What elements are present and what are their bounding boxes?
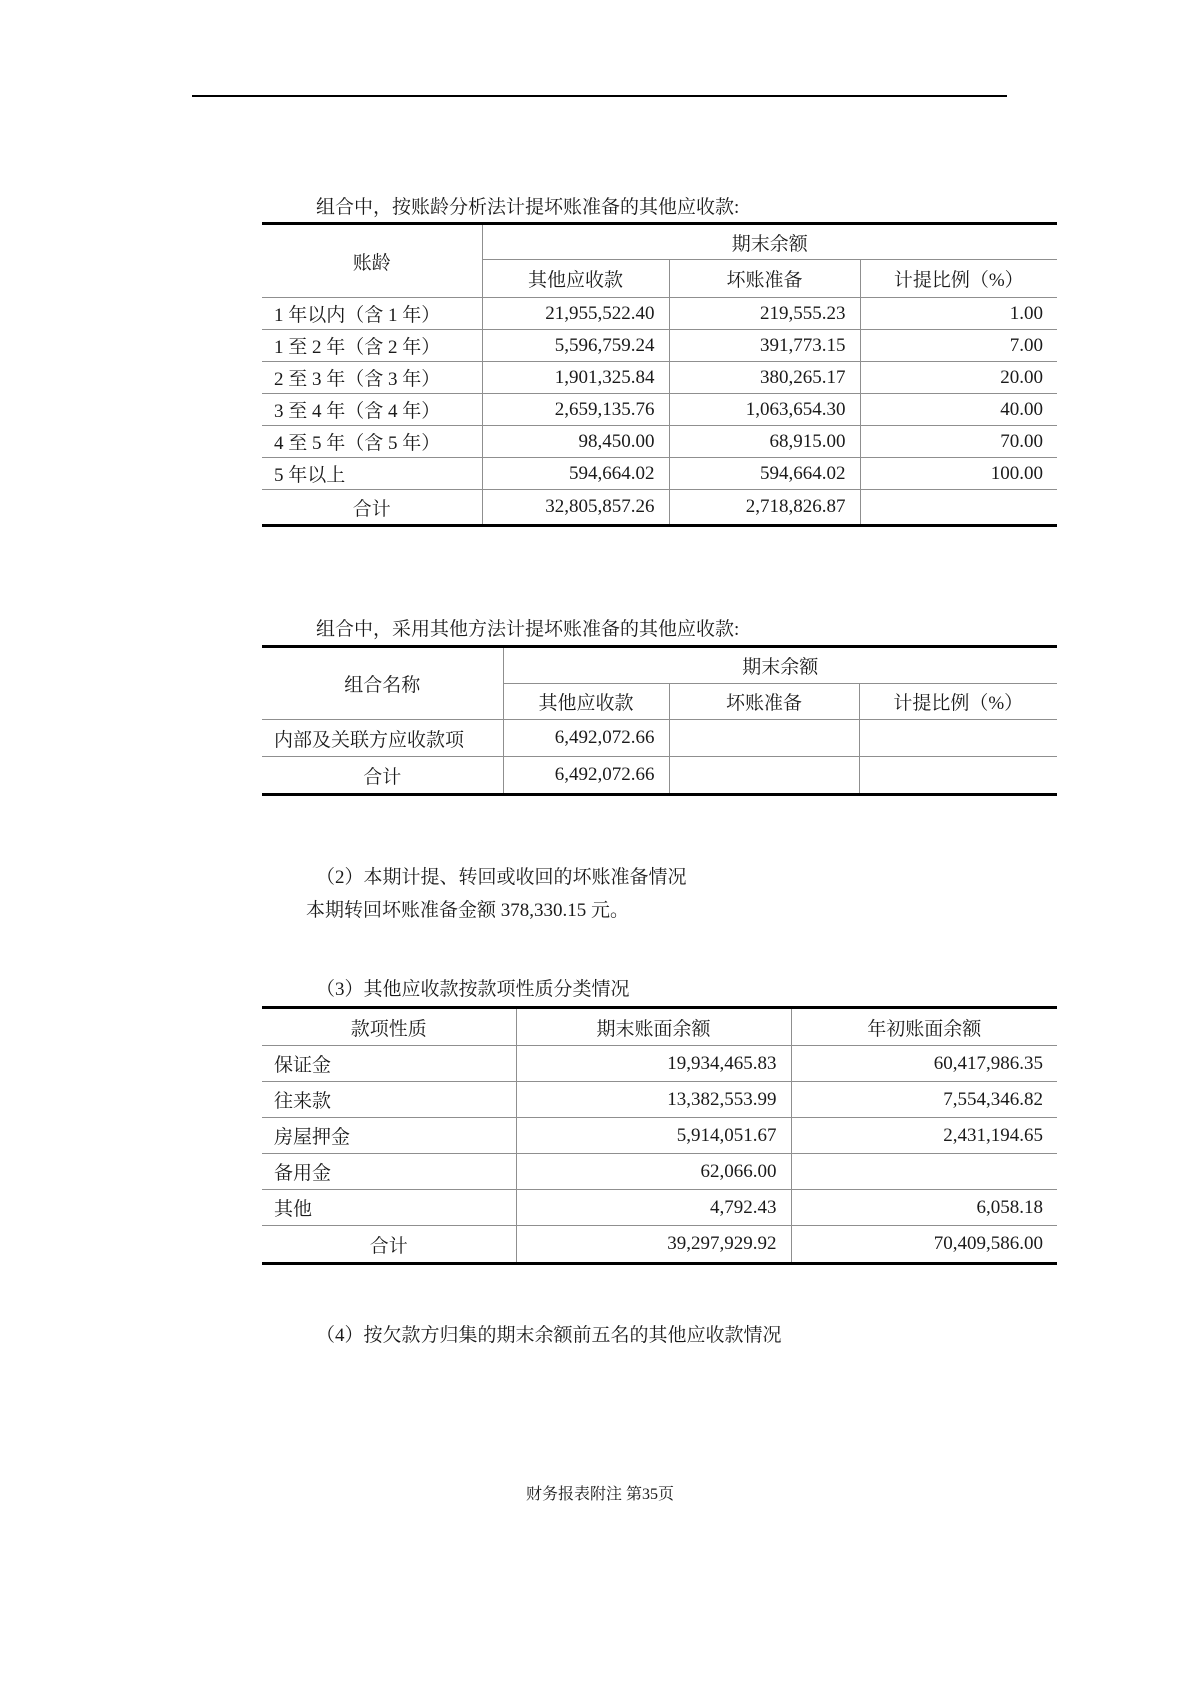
- table-total-row: [262, 757, 1057, 795]
- ratio-cell: 20.00: [860, 362, 1057, 394]
- provision-cell: 594,664.02: [669, 458, 860, 490]
- aging-label-cell: 1 至 2 年（含 2 年）: [262, 330, 482, 362]
- nature-column-header: 款项性质: [262, 1008, 516, 1046]
- opening-book-balance-header: 年初账面余额: [791, 1008, 1057, 1046]
- opening-balance-cell: 6,058.18: [791, 1190, 1057, 1226]
- provision-cell: 380,265.17: [669, 362, 860, 394]
- provision-ratio-subheader: 计提比例（%）: [859, 684, 1057, 720]
- bad-debt-provision-subheader: 坏账准备: [669, 684, 859, 720]
- total-label-cell: 合计: [262, 757, 503, 795]
- ratio-cell: 40.00: [860, 394, 1057, 426]
- nature-label-cell: 房屋押金: [262, 1118, 516, 1154]
- closing-total-cell: 39,297,929.92: [516, 1226, 791, 1264]
- nature-section-title: （3）其他应收款按款项性质分类情况: [316, 979, 630, 1000]
- closing-balance-group-header: 期末余额: [482, 224, 1057, 260]
- opening-balance-cell: 60,417,986.35: [791, 1046, 1057, 1082]
- nature-label-cell: 备用金: [262, 1154, 516, 1190]
- aging-label-cell: 3 至 4 年（含 4 年）: [262, 394, 482, 426]
- page-header-rule: [192, 95, 1007, 97]
- table-header-row: [262, 1008, 1057, 1046]
- table-header-row: [262, 647, 1057, 684]
- ratio-cell: 1.00: [860, 298, 1057, 330]
- table-row: [262, 1082, 1057, 1118]
- receivable-cell: 21,955,522.40: [482, 298, 669, 330]
- provision-total-cell: [669, 757, 859, 795]
- total-label-cell: 合计: [262, 1226, 516, 1264]
- table-row: [262, 1154, 1057, 1190]
- aging-label-cell: 1 年以内（含 1 年）: [262, 298, 482, 330]
- total-label-cell: 合计: [262, 490, 482, 526]
- closing-book-balance-header: 期末账面余额: [516, 1008, 791, 1046]
- receivable-cell: 6,492,072.66: [503, 720, 669, 757]
- portfolio-name-header: 组合名称: [262, 647, 503, 720]
- receivable-cell: 1,901,325.84: [482, 362, 669, 394]
- provision-cell: 1,063,654.30: [669, 394, 860, 426]
- receivable-cell: 594,664.02: [482, 458, 669, 490]
- table-row: [262, 1046, 1057, 1082]
- receivable-total-cell: 32,805,857.26: [482, 490, 669, 526]
- other-receivables-subheader: 其他应收款: [503, 684, 669, 720]
- provision-cell: 68,915.00: [669, 426, 860, 458]
- provision-total-cell: 2,718,826.87: [669, 490, 860, 526]
- ratio-cell: [859, 720, 1057, 757]
- ratio-cell: 100.00: [860, 458, 1057, 490]
- closing-balance-cell: 5,914,051.67: [516, 1118, 791, 1154]
- aging-label-cell: 5 年以上: [262, 458, 482, 490]
- opening-total-cell: 70,409,586.00: [791, 1226, 1057, 1264]
- opening-balance-cell: [791, 1154, 1057, 1190]
- table-total-row: [262, 490, 1057, 526]
- table-row: [262, 1118, 1057, 1154]
- nature-label-cell: 保证金: [262, 1046, 516, 1082]
- nature-label-cell: 其他: [262, 1190, 516, 1226]
- provision-cell: 391,773.15: [669, 330, 860, 362]
- provision-cell: [669, 720, 859, 757]
- top-five-section-title: （4）按欠款方归集的期末余额前五名的其他应收款情况: [316, 1325, 782, 1346]
- opening-balance-cell: 2,431,194.65: [791, 1118, 1057, 1154]
- bad-debt-provision-subheader: 坏账准备: [669, 260, 860, 298]
- receivable-cell: 98,450.00: [482, 426, 669, 458]
- other-method-table: [262, 645, 1057, 796]
- aging-analysis-table: [262, 222, 1057, 527]
- aging-column-header: 账龄: [262, 224, 482, 298]
- aging-section-title: 组合中，按账龄分析法计提坏账准备的其他应收款:: [316, 197, 740, 218]
- table-row: [262, 458, 1057, 490]
- provision-ratio-subheader: 计提比例（%）: [860, 260, 1057, 298]
- closing-balance-cell: 19,934,465.83: [516, 1046, 791, 1082]
- table-row: [262, 426, 1057, 458]
- closing-balance-cell: 13,382,553.99: [516, 1082, 791, 1118]
- nature-classification-table: [262, 1006, 1057, 1265]
- closing-balance-cell: 4,792.43: [516, 1190, 791, 1226]
- ratio-total-cell: [860, 490, 1057, 526]
- other-receivables-subheader: 其他应收款: [482, 260, 669, 298]
- table-row: [262, 362, 1057, 394]
- ratio-total-cell: [859, 757, 1057, 795]
- table-row: [262, 330, 1057, 362]
- provision-reversal-text: 本期转回坏账准备金额 378,330.15 元。: [306, 900, 630, 921]
- receivable-total-cell: 6,492,072.66: [503, 757, 669, 795]
- receivable-cell: 5,596,759.24: [482, 330, 669, 362]
- provision-change-title: （2）本期计提、转回或收回的坏账准备情况: [316, 867, 687, 888]
- aging-label-cell: 2 至 3 年（含 3 年）: [262, 362, 482, 394]
- closing-balance-cell: 62,066.00: [516, 1154, 791, 1190]
- closing-balance-group-header: 期末余额: [503, 647, 1057, 684]
- other-method-section-title: 组合中，采用其他方法计提坏账准备的其他应收款:: [316, 619, 740, 640]
- portfolio-label-cell: 内部及关联方应收款项: [262, 720, 503, 757]
- receivable-cell: 2,659,135.76: [482, 394, 669, 426]
- aging-label-cell: 4 至 5 年（含 5 年）: [262, 426, 482, 458]
- provision-cell: 219,555.23: [669, 298, 860, 330]
- table-row: [262, 298, 1057, 330]
- opening-balance-cell: 7,554,346.82: [791, 1082, 1057, 1118]
- ratio-cell: 70.00: [860, 426, 1057, 458]
- table-row: [262, 394, 1057, 426]
- table-row: [262, 720, 1057, 757]
- table-total-row: [262, 1226, 1057, 1264]
- nature-label-cell: 往来款: [262, 1082, 516, 1118]
- page-footer: 财务报表附注 第35页: [525, 1486, 674, 1503]
- ratio-cell: 7.00: [860, 330, 1057, 362]
- table-header-row: [262, 224, 1057, 260]
- table-row: [262, 1190, 1057, 1226]
